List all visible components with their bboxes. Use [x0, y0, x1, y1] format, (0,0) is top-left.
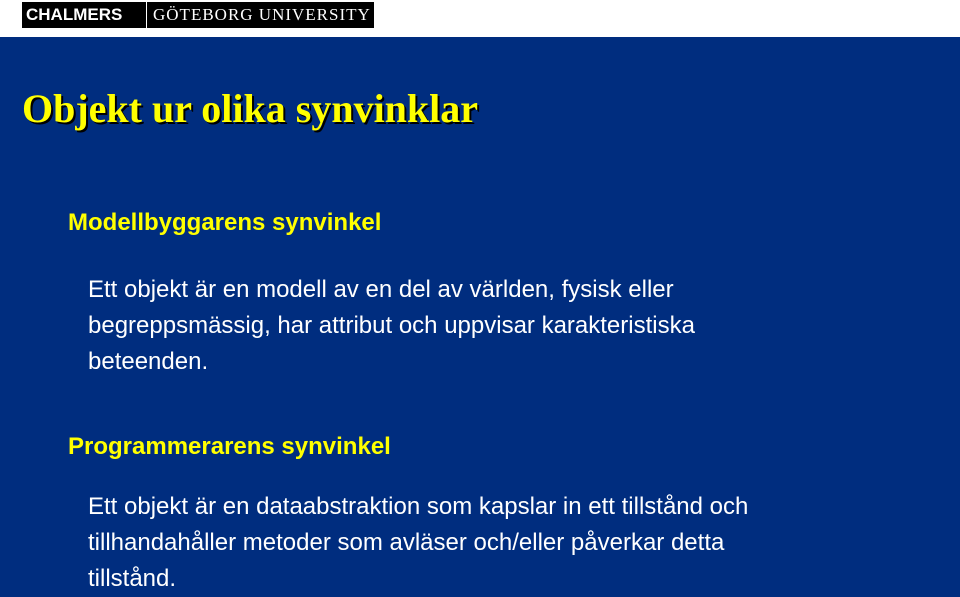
body-line: begreppsmässig, har attribut och uppvisar karakteristiska	[88, 312, 695, 339]
section-body-modellbyggare	[88, 272, 695, 380]
body-line: tillstånd.	[88, 565, 177, 592]
section-body-programmerare	[88, 489, 748, 597]
section-heading-modellbyggare: Modellbyggarens synvinkel	[68, 209, 382, 236]
body-line: Ett objekt är en modell av en del av världen, fysisk eller	[88, 276, 674, 303]
logo-goteborg-university: GÖTEBORG UNIVERSITY	[153, 5, 371, 24]
body-line: Ett objekt är en dataabstraktion som kapslar in ett tillstånd och	[88, 493, 749, 520]
slide-title: Objekt ur olika synvinklar	[22, 86, 479, 131]
slide-content	[0, 37, 960, 597]
header-bar	[0, 0, 960, 37]
logo-divider	[146, 2, 147, 28]
university-logo	[22, 2, 374, 28]
body-line: tillhandahåller metoder som avläser och/eller påverkar detta	[88, 529, 725, 556]
logo-chalmers: CHALMERS	[26, 5, 123, 24]
body-line: beteenden.	[88, 348, 209, 375]
section-heading-programmerare: Programmerarens synvinkel	[68, 433, 391, 460]
